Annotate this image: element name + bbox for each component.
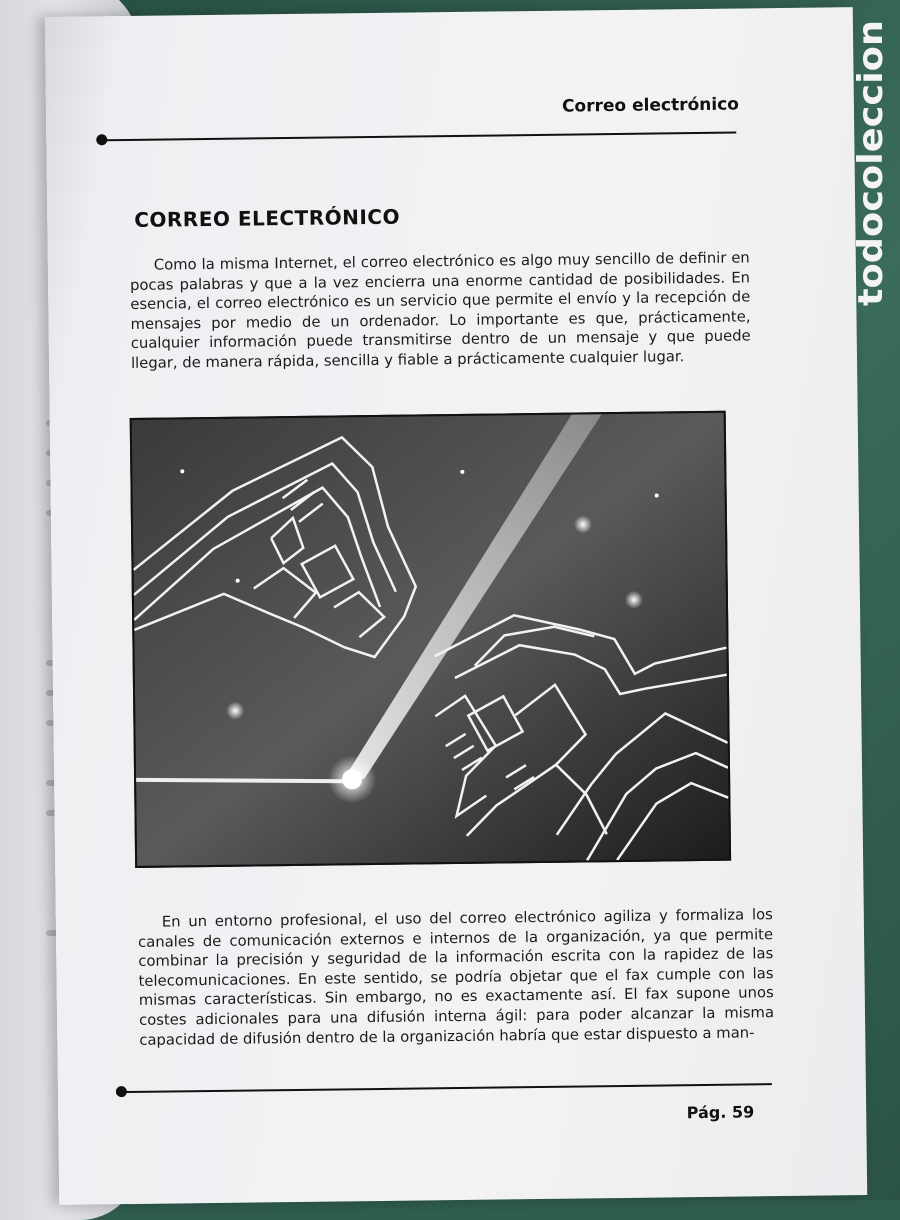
running-head: Correo electrónico xyxy=(561,94,740,117)
intro-paragraph: Como la misma Internet, el correo electrónico es algo muy sencillo de definir en pocas palabras y que a la vez encierra una enorme cantidad de posibilidades. En esencia, el correo electrónico es un servicio que permite el envío y la recepción de mensajes por medio de un ordenador. Lo importante es que, prácticamente, cualquier información puede transmitirse dentro de un mensaje y que puede llegar, de manera rápida, sencilla y fiable a prácticamente cualquier lugar. xyxy=(129,249,751,372)
header-rule xyxy=(104,132,736,142)
network-circuit-illustration xyxy=(130,411,731,868)
section-title: CORREO ELECTRÓNICO xyxy=(134,204,401,232)
business-paragraph: En un entorno profesional, el uso del correo electrónico agiliza y formaliza los canales de comunicación externos e internos de la organización, ya que permite combinar la precisión y seguridad de la información escrita con la rapidez de las telecomunicaciones. En este sentido, se podría objetar que el fax cumple con las mismas características. Sin embargo, no es exactamente así. El fax supone unos costes adicionales para una difusión interna ágil: para poder alcanzar la misma capacidad de difusión dentro de la organización habría que estar dispuesto a man- xyxy=(137,906,775,1049)
todocoleccion-watermark xyxy=(846,10,894,310)
page-number: Pág. 59 xyxy=(686,1102,755,1123)
book-page xyxy=(45,7,867,1205)
footer-rule xyxy=(124,1083,772,1093)
watermark-text: todocoleccion xyxy=(851,40,891,306)
